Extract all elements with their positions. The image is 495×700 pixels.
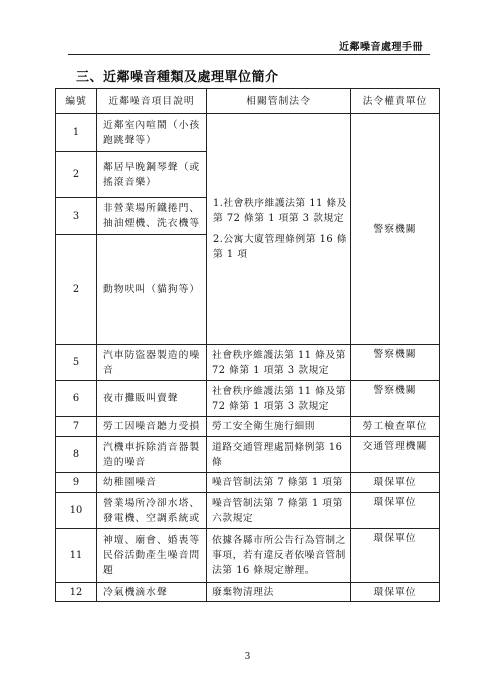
row-item: 鄰居早晚鋼琴聲（或搖滾音樂） [97, 152, 207, 198]
row-number: 2 [56, 152, 97, 198]
page-number: 3 [244, 652, 251, 662]
law-entry-1: 1.社會秩序維護法第 11 條及第 72 條第 1 項第 3 款規定 [213, 198, 348, 224]
row-item: 勞工因噪音聽力受損 [97, 417, 207, 437]
row-number: 11 [56, 529, 97, 583]
noise-table [55, 88, 440, 602]
header-authority: 法令權責單位 [351, 89, 440, 114]
row-item: 夜市攤販叫賣聲 [97, 381, 207, 417]
header-rule [68, 54, 430, 55]
row-authority: 勞工檢查單位 [351, 417, 440, 437]
row-number: 1 [56, 114, 97, 152]
row-number: 7 [56, 417, 97, 437]
table-header-row [56, 89, 440, 114]
section-title: 三、近鄰噪音種類及處理單位簡介 [76, 70, 279, 85]
row-authority: 環保單位 [351, 473, 440, 493]
header-item: 近鄰噪音項目說明 [97, 89, 207, 114]
row-number: 3 [56, 198, 97, 235]
header-number: 編號 [56, 89, 97, 114]
merged-law-cell [207, 114, 351, 345]
row-item: 近鄰室內喧鬧（小孩跑跳聲等） [97, 114, 207, 152]
row-number: 5 [56, 345, 97, 381]
table-row [56, 529, 440, 583]
table-row [56, 381, 440, 417]
row-law: 依據各縣市所公告行為管制之事項，若有違反者依噪音管制法第 16 條規定辦理。 [207, 529, 351, 583]
row-law: 廢棄物清理法 [207, 583, 351, 602]
row-item: 汽機車拆除消音器製造的噪音 [97, 437, 207, 473]
table-row [56, 345, 440, 381]
row-law: 噪音管制法第 7 條第 1 項第六款規定 [207, 493, 351, 529]
merged-authority-cell: 警察機關 [351, 114, 440, 345]
row-number: 8 [56, 437, 97, 473]
row-authority: 環保單位 [351, 583, 440, 602]
row-item: 汽車防盜器製造的噪音 [97, 345, 207, 381]
row-number: 9 [56, 473, 97, 493]
row-law: 社會秩序維護法第 11 條及第 72 條第 1 項第 3 款規定 [207, 381, 351, 417]
row-authority: 警察機關 [351, 381, 440, 417]
row-authority: 環保單位 [351, 529, 440, 583]
row-authority: 警察機關 [351, 345, 440, 381]
row-item: 非營業場所鐵捲門、抽油煙機、洗衣機等 [97, 198, 207, 235]
row-number: 6 [56, 381, 97, 417]
row-number: 12 [56, 583, 97, 602]
row-law: 社會秩序維護法第 11 條及第 72 條第 1 項第 3 款規定 [207, 345, 351, 381]
running-header: 近鄰噪音處理手冊 [339, 42, 423, 53]
table-row [56, 437, 440, 473]
table-row [56, 493, 440, 529]
row-item: 幼稚園噪音 [97, 473, 207, 493]
row-law: 噪音管制法第 7 條第 1 項第 [207, 473, 351, 493]
table-row [56, 473, 440, 493]
row-number: 10 [56, 493, 97, 529]
row-item: 神壇、廟會、婚喪等民俗活動產生噪音問題 [97, 529, 207, 583]
row-item: 營業場所冷卻水塔、發電機、空調系統或 [97, 493, 207, 529]
header-law: 相關管制法令 [207, 89, 351, 114]
row-item: 動物吠叫（貓狗等） [97, 235, 207, 345]
table-row [56, 583, 440, 602]
row-number: 2 [56, 235, 97, 345]
law-entry-2: 2.公寓大廈管理條例第 16 條第 1 項 [213, 234, 348, 260]
table-row [56, 417, 440, 437]
row-authority: 交通管理機關 [351, 437, 440, 473]
row-law: 道路交通管理處罰條例第 16 條 [207, 437, 351, 473]
table-row [56, 114, 440, 152]
row-item: 冷氣機滴水聲 [97, 583, 207, 602]
row-law: 勞工安全衛生施行細則 [207, 417, 351, 437]
row-authority: 環保單位 [351, 493, 440, 529]
